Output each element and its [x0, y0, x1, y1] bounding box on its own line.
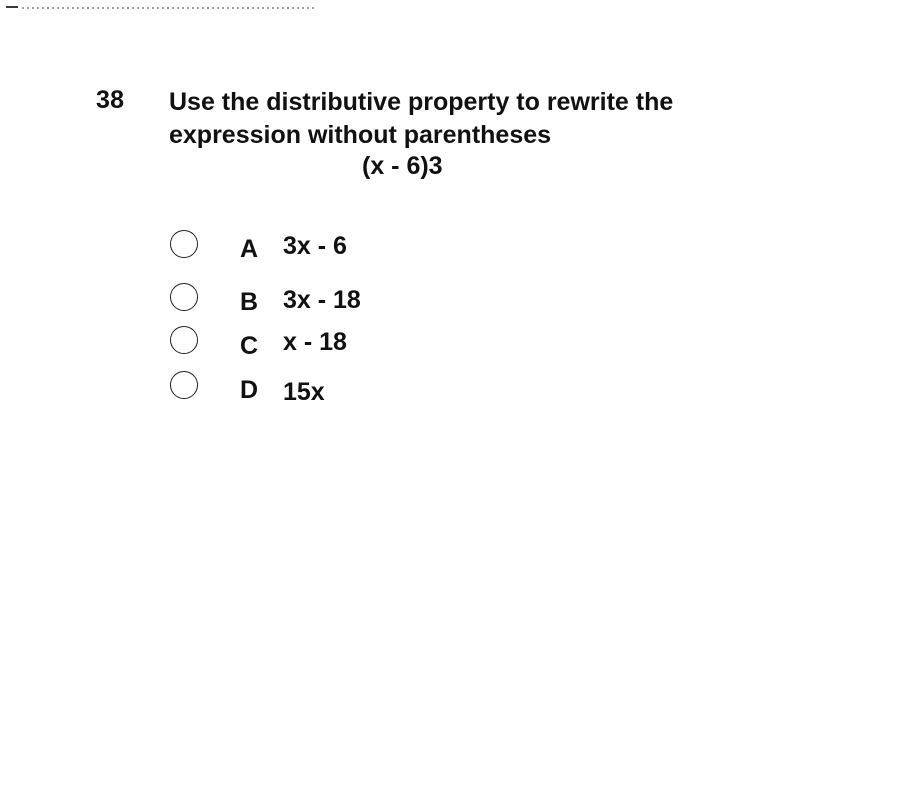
question-text-line-1: Use the distributive property to rewrite the	[169, 88, 674, 116]
option-letter-a: A	[240, 235, 259, 263]
option-letter-c: C	[240, 332, 259, 360]
option-answer-b: 3x - 18	[283, 286, 361, 314]
toolbar-dotted-line	[22, 7, 316, 9]
radio-button-b[interactable]	[170, 283, 198, 311]
radio-button-d[interactable]	[170, 371, 198, 399]
question-number: 38	[96, 86, 125, 114]
option-answer-c: x - 18	[283, 328, 347, 356]
answer-option-d[interactable]	[170, 371, 430, 405]
question-text	[169, 86, 809, 152]
answer-option-c[interactable]	[170, 326, 430, 360]
answer-option-a[interactable]	[170, 230, 430, 264]
question-text-line-2: expression without parentheses	[169, 121, 552, 149]
option-answer-d: 15x	[283, 378, 325, 406]
option-answer-a: 3x - 6	[283, 232, 347, 260]
question-expression: (x - 6)3	[362, 152, 443, 180]
option-letter-b: B	[240, 288, 259, 316]
option-letter-d: D	[240, 376, 259, 404]
answer-option-b[interactable]	[170, 283, 430, 317]
toolbar-mark	[6, 6, 18, 8]
radio-button-c[interactable]	[170, 326, 198, 354]
radio-button-a[interactable]	[170, 230, 198, 258]
top-toolbar-strip	[6, 6, 316, 10]
